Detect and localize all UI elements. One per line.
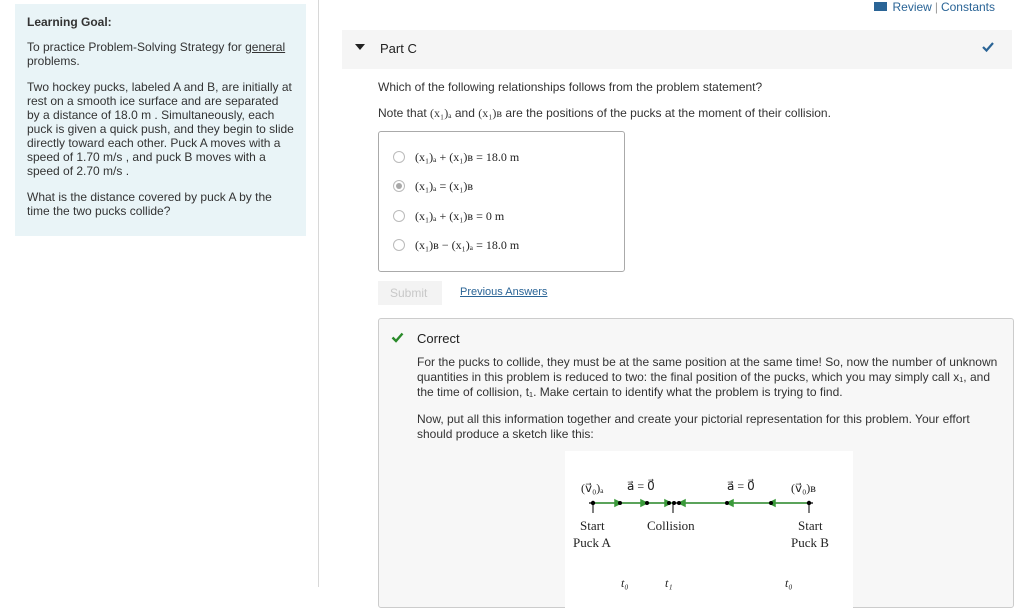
option-2[interactable]: [393, 176, 473, 196]
puck-a-label: Puck A: [573, 535, 611, 550]
question-text: Which of the following relationships follows from the problem statement?: [378, 80, 763, 94]
review-link[interactable]: Review: [892, 0, 932, 14]
link-separator: |: [934, 0, 938, 14]
note-x1a: (x₁)ₐ: [430, 106, 452, 120]
column-divider: [318, 0, 319, 587]
note-text: Note that (x₁)ₐ and (x₁)ʙ are the positions of the pucks at the moment of their collision.: [378, 106, 831, 120]
v0b-label: (v⃗₀)ʙ: [791, 481, 816, 495]
option-label: (x₁)ₐ + (x₁)ʙ = 18.0 m: [415, 149, 520, 164]
radio-button[interactable]: [393, 239, 405, 251]
radio-button-selected[interactable]: [393, 180, 405, 192]
option-label: (x₁)ₐ + (x₁)ʙ = 0 m: [415, 208, 505, 223]
start-b-label: Start: [798, 518, 823, 533]
option-1[interactable]: [393, 147, 519, 167]
checkmark-icon: [981, 40, 995, 54]
feedback-paragraph-2: Now, put all this information together and create your pictorial representation for this problem. Your effort should produce a sketch like this:: [417, 412, 970, 441]
pictorial-sketch: [565, 451, 853, 611]
radio-button[interactable]: [393, 151, 405, 163]
top-links: [874, 0, 995, 14]
note-x1b: (x₁)ʙ: [478, 106, 503, 120]
puck-b-motion-arrows: [677, 500, 809, 506]
puck-a-motion-arrows: [593, 500, 671, 506]
t0-left-label: t₀: [621, 576, 629, 590]
part-title: Part C: [380, 41, 417, 56]
book-icon: [874, 2, 887, 11]
general-link[interactable]: general: [245, 40, 286, 54]
part-header[interactable]: [342, 30, 1012, 69]
feedback-paragraph-1: For the pucks to collide, they must be at the same position at the same time! So, now the number of unknown quantities in this problem is reduced to two: the final position of the pucks, which you may simply call x₁, and the time of collision, t₁. Make certain to identify what the problem is trying to find.: [417, 355, 998, 399]
constants-link[interactable]: Constants: [940, 0, 995, 14]
feedback-box: [378, 318, 1014, 608]
learning-goal-heading: Learning Goal:: [27, 15, 112, 29]
problem-question: What is the distance covered by puck A by the time the two pucks collide?: [27, 190, 272, 218]
collapse-arrow-icon[interactable]: [355, 44, 365, 50]
submit-button[interactable]: Submit: [378, 281, 442, 305]
start-a-label: Start: [580, 518, 605, 533]
problem-statement: Two hockey pucks, labeled A and B, are initially at rest on a smooth ice surface and are separated by a distance of 18.0 m . Simultaneously, each puck is given a quick push, and they begin to slide directly toward each other. Puck A moves with a speed of 1.70 m/s , and puck B moves with a speed of 2.70 m/s .: [27, 80, 294, 178]
option-label: (x₁)ₐ = (x₁)ʙ: [415, 178, 474, 193]
answer-options: [378, 131, 625, 272]
collision-label: Collision: [647, 518, 695, 533]
a-right-label: a⃗ = 0⃗: [727, 479, 755, 493]
t0-right-label: t₀: [785, 576, 793, 590]
feedback-title: Correct: [417, 331, 460, 346]
t1-label: t₁: [665, 576, 673, 590]
option-3[interactable]: [393, 206, 504, 226]
radio-button[interactable]: [393, 210, 405, 222]
v0a-label: (v⃗₀)ₐ: [581, 481, 604, 495]
option-4[interactable]: [393, 235, 519, 255]
puck-b-label: Puck B: [791, 535, 829, 550]
correct-check-icon: [391, 331, 404, 344]
learning-goal-panel: [15, 4, 306, 236]
a-left-label: a⃗ = 0⃗: [627, 479, 655, 493]
option-label: (x₁)ʙ − (x₁)ₐ = 18.0 m: [415, 237, 520, 252]
previous-answers-link[interactable]: Previous Answers: [460, 286, 548, 298]
learning-goal-intro: To practice Problem-Solving Strategy for general problems.: [27, 40, 286, 68]
